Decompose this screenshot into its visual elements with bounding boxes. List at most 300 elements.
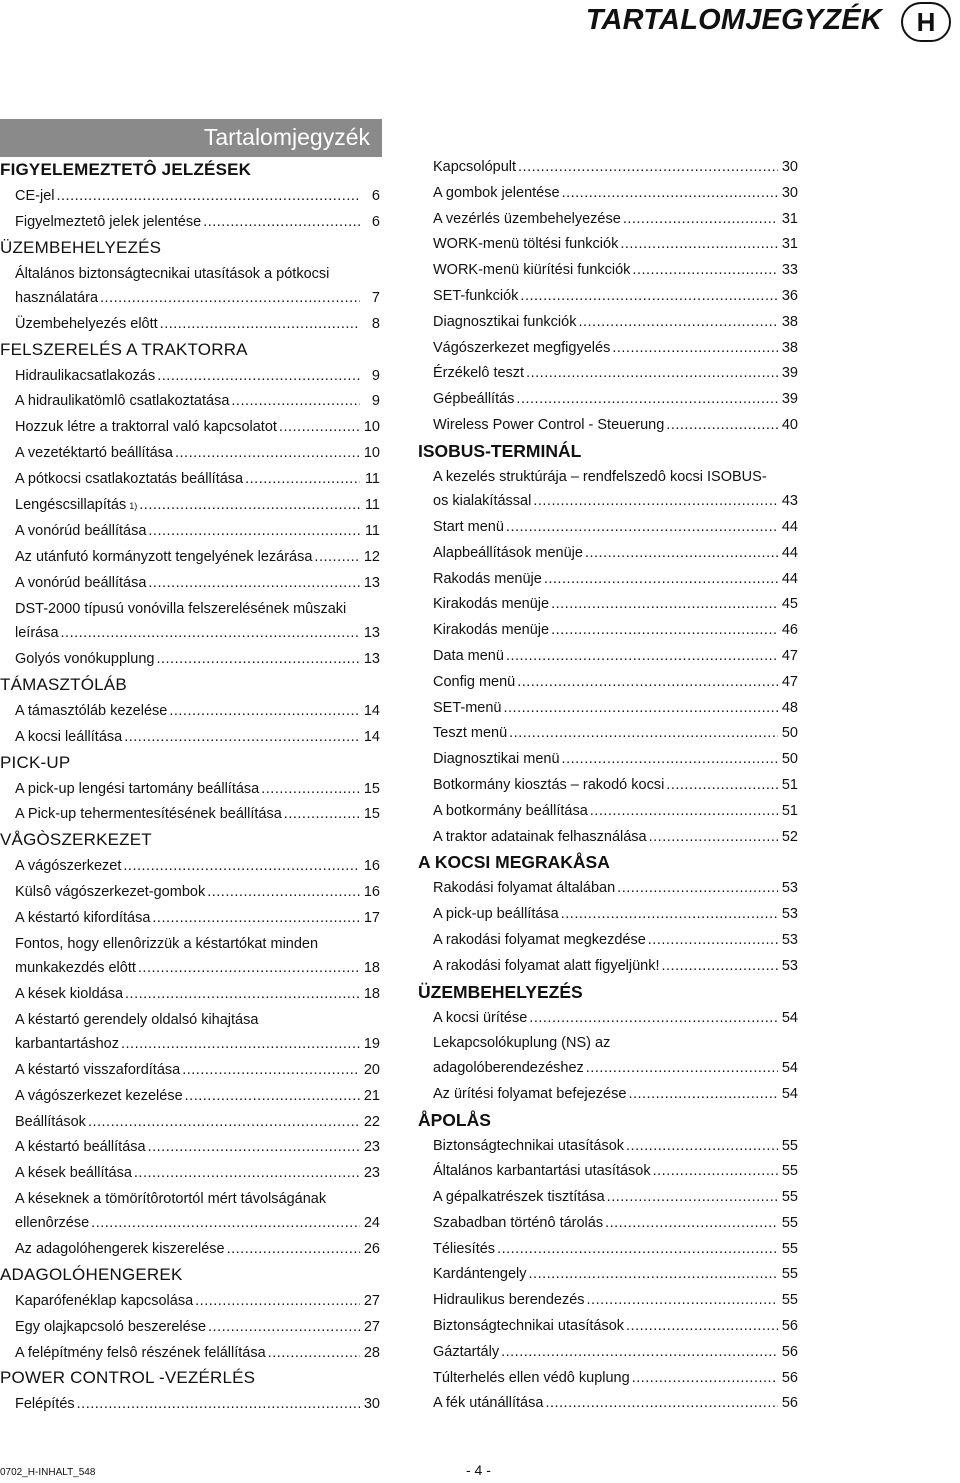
toc-entry[interactable] (15, 1084, 380, 1109)
toc-entry-title: Rakodás menüje (433, 570, 542, 587)
toc-entry-title: WORK-menü kiürítési funkciók (433, 262, 631, 279)
toc-entry-line (15, 906, 380, 931)
toc-page-number: 30 (781, 159, 798, 175)
toc-page-number: 52 (781, 828, 798, 845)
toc-entry-line (433, 155, 798, 180)
toc-entry-title: Felépítés (15, 1396, 75, 1413)
dot-leader (314, 545, 360, 570)
toc-page-number: 12 (363, 549, 380, 566)
toc-entry[interactable] (15, 854, 380, 879)
toc-page-number: 13 (363, 651, 380, 668)
dot-leader (504, 696, 779, 721)
section-heading: PICK-UP (0, 752, 71, 772)
toc-entry-line (433, 1288, 798, 1313)
toc-entry[interactable] (15, 1135, 380, 1160)
toc-entry-line (15, 571, 380, 596)
section-heading: ISOBUS-TERMINÁL (418, 440, 582, 461)
toc-entry[interactable] (433, 618, 798, 643)
footer-doc-code: 0702_H-INHALT_548 (0, 1467, 96, 1478)
toc-entry[interactable] (433, 284, 798, 309)
dot-leader (123, 854, 360, 879)
toc-entry[interactable] (15, 699, 380, 724)
toc-entry[interactable] (15, 1289, 380, 1314)
toc-page-number: 53 (781, 957, 798, 974)
toc-entry[interactable] (433, 207, 798, 232)
toc-page-number: 55 (781, 1137, 798, 1154)
toc-page-number: 48 (781, 699, 798, 716)
toc-entry-line (15, 854, 380, 879)
toc-entry[interactable] (15, 545, 380, 570)
toc-entry[interactable] (15, 493, 380, 519)
dot-leader (148, 571, 360, 596)
toc-entry-title: Lengéscsillapítás (15, 496, 127, 513)
toc-entry[interactable] (433, 902, 798, 927)
toc-entry[interactable] (433, 1340, 798, 1365)
dot-leader (526, 361, 778, 386)
toc-entry-line (15, 1032, 380, 1057)
dot-leader (520, 284, 778, 309)
toc-entry-line (15, 1211, 380, 1236)
toc-entry-title: A vezérlés üzembehelyezése (433, 210, 621, 227)
toc-entry-line (433, 721, 798, 746)
toc-entry-title: A kocsi leállítása (15, 728, 123, 745)
section-heading: ÜZEMBEHELYEZÉS (0, 237, 162, 257)
dot-leader (653, 1159, 778, 1184)
toc-page-number: 15 (363, 780, 380, 797)
toc-entry-title: A támasztóláb kezelése (15, 702, 168, 719)
dot-leader (245, 467, 360, 492)
toc-entry-title: DST-2000 típusú vonóvilla felszerelésének mûszaki (15, 600, 347, 617)
dot-leader (91, 1211, 360, 1236)
toc-entry-title: A kések beállítása (15, 1165, 132, 1182)
section-heading: POWER CONTROL -VEZÉRLÉS (0, 1368, 256, 1388)
toc-entry-title: A kocsi ürítése (433, 1009, 528, 1026)
toc-entry-title: Kapcsolópult (433, 159, 517, 175)
toc-entry-title: A botkormány beállítása (433, 802, 588, 819)
toc-page-number: 18 (363, 985, 380, 1002)
dot-leader (628, 1082, 778, 1107)
toc-entry[interactable] (433, 1237, 798, 1262)
toc-entry-line (15, 519, 380, 544)
dot-leader (284, 802, 360, 827)
toc-entry[interactable] (433, 696, 798, 721)
toc-entry[interactable] (433, 541, 798, 566)
toc-page-number: 46 (781, 622, 798, 639)
toc-entry-title: Figyelmeztetô jelek jelentése (15, 213, 202, 230)
dot-leader (587, 1288, 778, 1313)
toc-entry-title: Rakodási folyamat általában (433, 880, 616, 897)
toc-entry-line (15, 493, 380, 519)
dot-leader (185, 1084, 360, 1109)
toc-entry[interactable] (15, 312, 380, 337)
toc-entry[interactable] (15, 1341, 380, 1366)
section-heading: ÜZEMBEHELYEZÉS (418, 981, 583, 1002)
toc-entry[interactable] (15, 262, 380, 311)
toc-page-number: 56 (781, 1343, 798, 1360)
dot-leader (152, 906, 360, 931)
toc-entry[interactable] (433, 1134, 798, 1159)
toc-page-number: 11 (364, 523, 380, 540)
dot-leader (607, 1185, 778, 1210)
toc-entry-line (15, 1084, 380, 1109)
toc-entry-line (433, 696, 798, 721)
toc-page-number: 44 (781, 544, 798, 561)
toc-entry[interactable] (433, 954, 798, 979)
toc-entry[interactable] (433, 310, 798, 335)
toc-page-number: 47 (781, 648, 798, 665)
toc-entry-title: CE-jel (15, 188, 55, 204)
toc-entry-line (15, 210, 380, 235)
toc-entry[interactable] (433, 747, 798, 772)
toc-entry-title: Golyós vonókupplung (15, 651, 155, 668)
toc-page-number: 55 (781, 1240, 798, 1257)
toc-entry[interactable] (15, 802, 380, 827)
toc-entry-line (15, 1315, 380, 1340)
toc-entry-title: A vonórúd beállítása (15, 575, 147, 592)
dot-leader (207, 880, 360, 905)
dot-leader (590, 799, 778, 824)
toc-entry-title: Gépbeállítás (433, 391, 515, 408)
toc-entry-line (433, 207, 798, 232)
toc-entry[interactable] (15, 364, 380, 389)
toc-entry[interactable] (433, 515, 798, 540)
dot-leader (227, 1237, 360, 1262)
toc-entry[interactable] (15, 210, 380, 235)
dot-leader (626, 1314, 778, 1339)
dot-leader (208, 1315, 360, 1340)
dot-leader (518, 155, 778, 180)
dot-leader (551, 592, 778, 617)
toc-entry-title: A rakodási folyamat alatt figyeljünk! (433, 957, 660, 974)
toc-entry-line (433, 489, 798, 514)
dot-leader (562, 747, 778, 772)
toc-entry-title: Külsô vágószerkezet-gombok (15, 883, 206, 900)
toc-entry[interactable] (433, 721, 798, 746)
toc-entry-title: Beállítások (15, 1113, 86, 1130)
toc-page-number: 54 (781, 1059, 798, 1076)
toc-page-number: 39 (781, 365, 798, 382)
toc-entry-title: A pótkocsi csatlakoztatás beállítása (15, 470, 244, 487)
footer-page-number: - 4 - (466, 1462, 491, 1478)
toc-page-number: 54 (781, 1009, 798, 1026)
toc-entry[interactable] (433, 1082, 798, 1107)
toc-entry-title: A kezelés struktúrája – rendfelszedô kocsi ISOBUS- (433, 468, 767, 485)
dot-leader (148, 1135, 360, 1160)
section-heading: VÅGÒSZERKEZET (0, 830, 152, 850)
toc-entry-title: Egy olajkapcsoló beszerelése (15, 1318, 207, 1335)
toc-entry[interactable] (433, 336, 798, 361)
toc-entry-line (433, 567, 798, 592)
toc-entry[interactable] (433, 387, 798, 412)
toc-page-number: 56 (781, 1318, 798, 1335)
toc-entry-title-continued: adagolóberendezéshez (433, 1059, 584, 1076)
toc-entry-title: A késeknek a tömörítôrotortól mért távolságának (15, 1190, 327, 1207)
toc-entry[interactable] (15, 1315, 380, 1340)
footnote-marker: 1) (129, 500, 138, 511)
dot-leader (169, 699, 360, 724)
dot-leader (506, 515, 778, 540)
toc-entry[interactable] (15, 1110, 380, 1135)
dot-leader (545, 1391, 778, 1416)
toc-entry-title-continued: karbantartáshoz (15, 1036, 119, 1053)
toc-entry-title: Hidraulikacsatlakozás (15, 367, 156, 384)
toc-entry[interactable] (15, 415, 380, 440)
toc-entry-line (433, 876, 798, 901)
toc-page-number: 9 (371, 367, 380, 384)
toc-entry-line (433, 670, 798, 695)
toc-entry[interactable] (433, 1031, 798, 1080)
dot-leader (551, 618, 778, 643)
dot-leader (121, 1032, 360, 1057)
toc-entry[interactable] (433, 1006, 798, 1031)
toc-entry-title: Érzékelô teszt (433, 365, 525, 382)
toc-entry[interactable] (15, 571, 380, 596)
toc-page-number: 20 (363, 1061, 380, 1078)
toc-entry-title: A fék utánállítása (433, 1395, 544, 1412)
dot-leader (586, 1056, 778, 1081)
dot-leader (623, 207, 778, 232)
dot-leader (578, 310, 778, 335)
toc-entry-title: A pick-up lengési tartomány beállítása (15, 780, 260, 797)
toc-entry-title: Diagnosztikai menü (433, 751, 560, 768)
dot-leader (617, 876, 778, 901)
toc-entry-line (15, 621, 380, 646)
toc-page-number: 39 (781, 391, 798, 408)
toc-page-number: 10 (363, 445, 380, 462)
toc-page-number: 38 (781, 313, 798, 330)
toc-entry-line (15, 802, 380, 827)
toc-entry-title: Wireless Power Control - Steuerung (433, 416, 665, 433)
toc-page-number: 44 (781, 519, 798, 536)
toc-entry[interactable] (15, 467, 380, 492)
toc-entry[interactable] (15, 982, 380, 1007)
toc-entry-title: Biztonságtechnikai utasítások (433, 1318, 625, 1335)
toc-page-number: 28 (363, 1344, 380, 1361)
toc-page-number: 23 (363, 1165, 380, 1182)
toc-entry[interactable] (433, 799, 798, 824)
toc-entry-line (433, 954, 798, 979)
toc-page-number: 24 (363, 1215, 380, 1232)
toc-entry[interactable] (433, 232, 798, 257)
toc-entry[interactable] (15, 441, 380, 466)
dot-leader (562, 181, 778, 206)
toc-entry[interactable] (433, 1211, 798, 1236)
dot-leader (182, 1058, 360, 1083)
dot-leader (279, 415, 360, 440)
toc-entry-title: Fontos, hogy ellenôrizzük a késtartókat minden (15, 935, 319, 952)
toc-entry-line (15, 389, 380, 414)
toc-entry-line (433, 618, 798, 643)
dot-leader (497, 1237, 778, 1262)
toc-entry[interactable] (433, 670, 798, 695)
toc-entry-title: Üzembehelyezés elôtt (15, 315, 158, 332)
toc-entry-title: SET-menü (433, 699, 502, 716)
dot-leader (77, 1392, 360, 1417)
toc-page-number: 16 (363, 883, 380, 900)
toc-entry[interactable] (15, 519, 380, 544)
toc-entry-line (15, 184, 380, 209)
toc-entry[interactable] (433, 155, 798, 180)
toc-entry-title-continued: használatára (15, 290, 99, 307)
toc-right-column (418, 155, 798, 1417)
toc-entry[interactable] (433, 361, 798, 386)
toc-entry[interactable] (433, 1391, 798, 1416)
toc-entry-title: A gépalkatrészek tisztítása (433, 1189, 605, 1206)
toc-entry-title: Hidraulikus berendezés (433, 1292, 585, 1309)
toc-page-number: 55 (781, 1266, 798, 1283)
toc-entry-line (433, 1237, 798, 1262)
toc-entry-line (433, 413, 798, 438)
toc-entry[interactable] (433, 928, 798, 953)
section-heading: FELSZERELÉS A TRAKTORRA (0, 339, 248, 359)
dot-leader (585, 541, 778, 566)
toc-entry-line (15, 1058, 380, 1083)
dot-leader (648, 928, 778, 953)
toc-entry[interactable] (15, 1008, 380, 1057)
toc-page-number: 15 (363, 806, 380, 823)
toc-entry-title: A vágószerkezet (15, 858, 122, 875)
toc-entry-title: Alapbeállítások menüje (433, 544, 583, 561)
toc-entry-line (433, 1340, 798, 1365)
toc-entry-line (433, 387, 798, 412)
toc-entry-line (433, 928, 798, 953)
toc-page-number: 31 (781, 210, 798, 227)
toc-entry[interactable] (15, 184, 380, 209)
toc-entry-line (15, 545, 380, 570)
toc-entry[interactable] (433, 465, 798, 514)
toc-page-number: 55 (781, 1189, 798, 1206)
dot-leader (666, 413, 778, 438)
dot-leader (124, 725, 360, 750)
toc-entry-line (15, 1110, 380, 1135)
toc-page-number: 53 (781, 932, 798, 949)
toc-entry[interactable] (15, 1187, 380, 1236)
toc-entry[interactable] (15, 725, 380, 750)
toc-entry[interactable] (433, 1314, 798, 1339)
dot-leader (156, 647, 360, 672)
dot-leader (88, 1110, 360, 1135)
toc-entry-line (15, 1289, 380, 1314)
toc-entry-title: Kirakodás menüje (433, 622, 550, 639)
toc-entry-title: Teszt menü (433, 725, 508, 742)
toc-page-number: 51 (781, 802, 798, 819)
toc-entry-line (433, 361, 798, 386)
toc-entry-line (15, 1341, 380, 1366)
toc-entry[interactable] (15, 389, 380, 414)
toc-left-column (0, 158, 380, 1418)
toc-entry-line (15, 1392, 380, 1417)
dot-leader (157, 364, 360, 389)
toc-entry-line (433, 592, 798, 617)
toc-page-number: 7 (371, 290, 380, 307)
toc-page-number: 56 (781, 1369, 798, 1386)
toc-page-number: 16 (363, 858, 380, 875)
toc-entry-line (433, 773, 798, 798)
toc-entry[interactable] (433, 258, 798, 283)
toc-entry[interactable] (433, 1288, 798, 1313)
toc-entry-title-continued: munkakezdés elôtt (15, 960, 136, 977)
toc-entry-title: A felépítmény felsô részének felállítása (15, 1344, 266, 1361)
toc-entry-title: Start menü (433, 519, 504, 536)
section-heading: FIGYELEMEZTETÔ JELZÉSEK (0, 160, 252, 179)
toc-entry-title: Szabadban történô tárolás (433, 1214, 604, 1231)
dot-leader (666, 773, 778, 798)
toc-entry-title: A késtartó gerendely oldalsó kihajtása (15, 1011, 259, 1028)
toc-entry[interactable] (15, 777, 380, 802)
toc-entry[interactable] (15, 932, 380, 981)
toc-page-number: 31 (781, 236, 798, 253)
dot-leader (509, 721, 778, 746)
toc-entry[interactable] (15, 880, 380, 905)
toc-entry-line (433, 1056, 798, 1081)
dot-leader (529, 1262, 778, 1287)
toc-page-number: 23 (363, 1139, 380, 1156)
dot-leader (612, 336, 778, 361)
toc-entry[interactable] (433, 592, 798, 617)
toc-entry-line (433, 1159, 798, 1184)
toc-entry-title: Az utánfutó kormányzott tengelyének lezárása (15, 549, 313, 566)
toc-entry-title: Diagnosztikai funkciók (433, 313, 577, 330)
section-heading: ADAGOLÓHENGEREK (0, 1265, 183, 1284)
toc-entry-title: A hidraulikatömlô csatlakoztatása (15, 393, 230, 410)
toc-entry[interactable] (15, 906, 380, 931)
toc-page-number: 9 (371, 393, 380, 410)
toc-entry[interactable] (433, 181, 798, 206)
toc-page-number: 47 (781, 673, 798, 690)
toc-entry[interactable] (433, 773, 798, 798)
toc-entry[interactable] (15, 1161, 380, 1186)
toc-page-number: 17 (363, 909, 380, 926)
toc-page-number: 53 (781, 880, 798, 897)
toc-entry[interactable] (15, 647, 380, 672)
toc-entry[interactable] (433, 1366, 798, 1391)
toc-entry[interactable] (15, 1058, 380, 1083)
toc-entry[interactable] (433, 567, 798, 592)
section-heading: ÅPOLÅS (418, 1109, 491, 1130)
toc-entry[interactable] (433, 413, 798, 438)
dot-leader (529, 1006, 778, 1031)
toc-entry[interactable] (433, 644, 798, 669)
toc-page-number: 22 (363, 1113, 380, 1130)
dot-leader (61, 621, 360, 646)
toc-page-number: 38 (781, 339, 798, 356)
toc-page-number: 10 (363, 419, 380, 436)
toc-page-number: 54 (781, 1085, 798, 1102)
toc-entry-title: A gombok jelentése (433, 184, 560, 201)
toc-entry[interactable] (433, 876, 798, 901)
toc-entry-line (433, 799, 798, 824)
toc-entry-line (15, 312, 380, 337)
toc-entry-title: WORK-menü töltési funkciók (433, 236, 619, 253)
toc-entry[interactable] (15, 1392, 380, 1417)
toc-entry[interactable] (433, 825, 798, 850)
toc-entry-title: Biztonságtechnikai utasítások (433, 1137, 625, 1154)
toc-entry-line (15, 1135, 380, 1160)
toc-entry[interactable] (433, 1185, 798, 1210)
dot-leader (501, 1340, 778, 1365)
toc-entry-title: A késtartó beállítása (15, 1139, 146, 1156)
dot-leader (100, 286, 360, 311)
toc-entry[interactable] (15, 597, 380, 646)
dot-leader (134, 1161, 360, 1186)
toc-page-number: 14 (363, 702, 380, 719)
toc-entry-title: Hozzuk létre a traktorral való kapcsolatot (15, 419, 277, 436)
dot-leader (626, 1134, 778, 1159)
toc-entry[interactable] (433, 1262, 798, 1287)
dot-leader (516, 387, 778, 412)
toc-entry[interactable] (433, 1159, 798, 1184)
toc-entry[interactable] (15, 1237, 380, 1262)
